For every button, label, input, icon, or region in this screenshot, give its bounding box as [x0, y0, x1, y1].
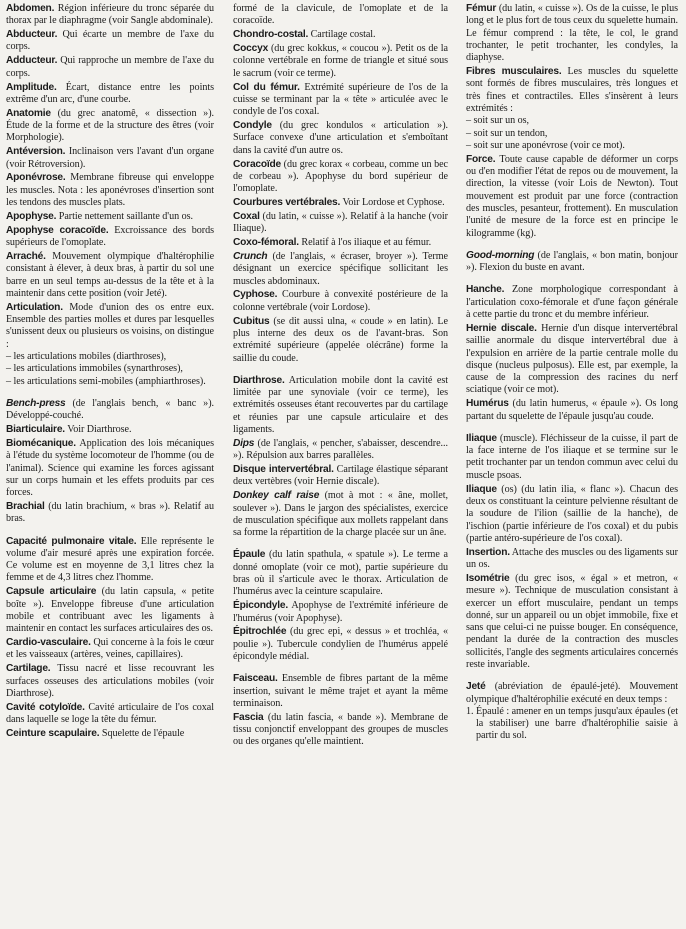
glossary-entry — [6, 536, 214, 585]
entry-definition: Articulation mobile dont la cavité est limitée par une synoviale (voir ce terme), les extrémités osseuses étant recouvertes par du cartilage et réunies par une capsule articulaire et des ligaments. — [233, 374, 449, 436]
glossary-entry — [233, 29, 448, 41]
entry-definition: Partie nettement saillante d'un os. — [58, 210, 193, 222]
entry-term: Apophyse. — [6, 210, 57, 222]
entry-term: Ceinture scapulaire. — [6, 728, 100, 740]
glossary-entry — [233, 289, 448, 314]
entry-term: Apophyse coracoïde. — [6, 224, 109, 236]
entry-definition: (du grec korax « corbeau, comme un bec de corbeau »). Apophyse du bord supérieur de l'omoplate. — [233, 158, 449, 195]
glossary-entry — [6, 29, 214, 54]
glossary-entry — [6, 146, 214, 171]
entry-definition: Les muscles du squelette sont formés de fibres musculaires, très longues et très fines et contractiles. Elles s'insèrent à leurs extrémités : — [466, 66, 678, 114]
glossary-entry — [466, 681, 678, 742]
glossary-entry — [6, 302, 214, 388]
entry-term: Isométrie — [466, 572, 510, 584]
glossary-entry — [466, 323, 678, 397]
entry-term: Arraché. — [6, 250, 46, 262]
glossary-entry — [233, 712, 448, 749]
glossary-entry — [6, 438, 214, 499]
glossary-entry — [233, 549, 448, 598]
entry-definition: Mode d'union des os entre eux. Ensemble des parties molles et dures par lesquelles s'unissent deux ou plusieurs os voisins, on distingue : — [6, 301, 214, 350]
entry-term: Crunch — [233, 250, 268, 262]
glossary-entry — [6, 637, 214, 662]
entry-list-item: – les articulations mobiles (diarthroses), — [6, 350, 167, 362]
glossary-entry — [233, 375, 448, 436]
entry-definition: (du latin, « cuisse »). Os de la cuisse, le plus long et le plus fort de tous ceux du squelette humain. Le fémur comprend : la tête, le col, le grand trochanter, le petit trochanter, les condyles, la diaphyse. — [466, 3, 678, 64]
entry-term: Abdomen. — [6, 3, 55, 14]
glossary-entry — [466, 547, 678, 572]
entry-term: Amplitude. — [6, 81, 57, 93]
glossary-entry — [466, 433, 678, 482]
entry-definition: Qui écarte un membre de l'axe du corps. — [6, 29, 214, 53]
entry-term: Force. — [466, 153, 496, 165]
entry-term: Jeté — [466, 681, 486, 693]
entry-term: Brachial — [6, 501, 45, 512]
entry-list-item: – soit sur un os, — [466, 115, 529, 127]
entry-definition: (du latin spathula, « spatule »). Le terme a donné omoplate (voir ce mot), partie supérieure du bras où il s'articule avec le thorax. Articulation de l'humérus avec la ceinture scapulaire. — [233, 549, 449, 598]
glossary-entry — [6, 225, 214, 250]
entry-term: Insertion. — [466, 546, 510, 558]
entry-definition: Cartilage élastique séparant deux vertèbres (voir Hernie discale). — [233, 464, 448, 488]
glossary-entry — [233, 600, 448, 625]
glossary-entry — [6, 108, 214, 145]
entry-term: Iliaque — [466, 432, 497, 444]
glossary-entry — [233, 464, 448, 489]
entry-definition: (du latin brachium, « bras »). Relatif au bras. — [6, 501, 214, 525]
entry-definition: formé de la clavicule, de l'omoplate et de la coracoïde. — [233, 3, 448, 27]
entry-term: Cubitus — [233, 315, 270, 327]
entry-definition: Tissu nacré et lisse recouvrant les surfaces osseuses des articulations mobiles (voir Diarthrose). — [6, 663, 214, 699]
entry-term: Épitrochlée — [233, 626, 287, 638]
glossary-entry — [233, 316, 448, 365]
entry-term: Anatomie — [6, 107, 51, 119]
entry-term: Fascia — [233, 711, 264, 723]
glossary-entry — [6, 663, 214, 700]
entry-definition: Attache des muscles ou des ligaments sur un os. — [466, 546, 679, 571]
glossary-entry — [6, 251, 214, 300]
entry-numbered-list — [466, 706, 678, 743]
column-2 — [233, 3, 448, 750]
glossary-entry — [6, 172, 214, 209]
entry-list-item: – les articulations immobiles (synarthroses), — [6, 363, 183, 375]
entry-term: Courbures vertébrales. — [233, 197, 341, 209]
entry-definition: Relatif à l'os iliaque et au fémur. — [301, 237, 432, 249]
glossary-entry — [6, 728, 214, 740]
entry-definition: Extrémité supérieure de l'os de la cuisse se terminant par la « tête » articulée avec le condyle de l'os coxal. — [233, 81, 448, 118]
glossary-entry — [466, 573, 678, 671]
entry-definition: Excroissance des bords supérieurs de l'omoplate. — [6, 224, 215, 249]
entry-term: Col du fémur. — [233, 81, 300, 93]
entry-term: Chondro-costal. — [233, 29, 309, 41]
glossary-entry — [6, 702, 214, 727]
glossary-entry — [466, 66, 678, 152]
entry-definition: Application des lois mécaniques à l'étude du système locomoteur de l'homme (ou de l'animal). Science qui examine les forces agissant sur un corps humain et les effets produits par ces forces. — [6, 437, 214, 499]
entry-term: Hernie discale. — [466, 322, 537, 334]
entry-term: Biomécanique. — [6, 437, 76, 449]
entry-term: Disque intervertébral. — [233, 464, 334, 476]
entry-definition: Mouvement olympique d'haltérophilie consistant à élever, à deux bras, à partir du sol une barre en un seul temps au-dessus de la tête et à la maintenir dans cette position (voir Jeté). — [6, 250, 215, 299]
glossary-entry — [6, 211, 214, 223]
entry-term: Antéversion. — [6, 146, 66, 158]
entry-term: Capsule articulaire — [6, 586, 97, 598]
glossary-entry — [6, 501, 214, 526]
entry-definition: (abréviation de épaulé-jeté). Mouvement olympique d'haltérophilie exécuté en deux temps : — [466, 681, 678, 705]
entry-definition: (du grec kokkus, « coucou »). Petit os de la colonne vertébrale en forme de triangle et situé sous le sacrum (voir ce terme). — [233, 43, 449, 79]
entry-term: Condyle — [233, 120, 272, 132]
glossary-entry — [233, 43, 448, 80]
entry-list-item: – soit sur une aponévrose (voir ce mot). — [466, 139, 625, 151]
entry-definition: (muscle). Fléchisseur de la cuisse, il part de la face interne de l'os iliaque et se termine sur le petit trochanter par un tendon commun avec celui du muscle psoas. — [466, 432, 678, 481]
glossary-entry — [466, 284, 678, 321]
entry-term: Cardio-vasculaire. — [6, 637, 91, 649]
glossary-entry — [233, 626, 448, 663]
entry-definition: (mot à mot : « âne, mollet, soulever »). Dans le jargon des spécialistes, exercice de musculation spécifique aux mollets rappelant dans sa forme la répartition de la charge placée sur un âne. — [233, 490, 448, 539]
entry-list — [466, 115, 678, 152]
glossary-entry — [233, 3, 448, 28]
entry-term: Donkey calf raise — [233, 490, 320, 502]
entry-term: Épicondyle. — [233, 600, 288, 612]
glossary-entry — [233, 438, 448, 463]
entry-definition: (se dit aussi ulna, « coude » en latin). Le plus interne des deux os de l'avant-bras. Son extrémité supérieure (appelée olécrâne) forme la saillie du coude. — [233, 315, 448, 364]
glossary-entry — [233, 197, 448, 209]
entry-term: Faisceau. — [233, 673, 278, 685]
entry-term: Dips — [233, 437, 255, 449]
entry-term: Cyphose. — [233, 289, 278, 301]
entry-list — [6, 351, 214, 388]
entry-definition: Toute cause capable de déformer un corps ou d'en modifier l'état de repos ou de mouvement, la direction, la vitesse (voir Lois de Newton). Tout mouvement est produit par une force (contraction des muscles, pesanteur, frottement). En musculation l'unité de mesure de la force est en principe le kilogramme (kg). — [466, 153, 678, 239]
glossary-entry — [466, 398, 678, 423]
entry-definition: Cavité articulaire de l'os coxal dans laquelle se loge la tête du fémur. — [6, 701, 214, 726]
entry-list-item: – les articulations semi-mobiles (amphiarthroses). — [6, 375, 206, 387]
entry-definition: (de l'anglais, « bon matin, bonjour »). Flexion du buste en avant. — [466, 249, 678, 274]
entry-term: Coxo-fémoral. — [233, 237, 299, 249]
entry-term: Cavité cotyloïde. — [6, 701, 85, 713]
entry-definition: Région inférieure du tronc séparée du thorax par le diaphragme (voir Sangle abdominale). — [6, 3, 214, 27]
entry-definition: Qui concerne à la fois le cœur et les vaisseaux (artères, veines, capillaires). — [6, 637, 214, 661]
entry-definition: Écart, distance entre les points extrême d'un arc, d'une courbe. — [6, 81, 214, 105]
entry-term: Hanche. — [466, 284, 505, 296]
entry-term: Épaule — [233, 549, 266, 561]
entry-term: Coccyx — [233, 43, 269, 55]
entry-definition: Courbure à convexité postérieure de la colonne vertébrale (voir Lordose). — [233, 289, 448, 313]
entry-term: Biarticulaire. — [6, 424, 65, 436]
entry-definition: (du grec isos, « égal » et metron, « mesure »). Technique de musculation consistant à exercer un effort musculaire, pendant un temps donné, sur un appareil ou un objet immobile, fixe et sans que celui-ci ne puisse bouger. En conséquence, pendant la durée de la contraction des muscles sollicités, l'angle des segments articulaires concernés reste invariable. — [466, 572, 678, 670]
entry-term: Good-morning — [466, 249, 535, 261]
entry-term: Coracoïde — [233, 158, 282, 170]
entry-definition: Zone morphologique correspondant à l'articulation coxo-fémorale et d'une façon générale à cette partie du tronc et du membre inférieur. — [466, 284, 678, 321]
entry-definition: (du grec kondulos « articulation »). Surface convexe d'une articulation et s'emboîtant dans la cavité d'un autre os. — [233, 120, 448, 156]
entry-term: Diarthrose. — [233, 374, 285, 386]
entry-term: Abducteur. — [6, 29, 58, 41]
entry-definition: (de l'anglais, « écraser, broyer »). Terme désignant un exercice spécifique sollicitant les muscles abdominaux. — [233, 250, 448, 287]
glossary-entry — [466, 484, 678, 545]
entry-term: Adducteur. — [6, 55, 58, 67]
entry-definition: (du grec epi, « dessus » et trochléa, « poulie »). Tubercule condylien de l'humérus appelé épicondyle médial. — [233, 626, 448, 663]
entry-term: Iliaque — [466, 483, 497, 495]
glossary-entry — [233, 673, 448, 710]
glossary-entry — [6, 424, 214, 436]
entry-term: Articulation. — [6, 301, 63, 313]
column-3 — [466, 3, 678, 744]
entry-term: Coxal — [233, 210, 260, 222]
entry-term: Cartilage. — [6, 663, 51, 675]
entry-list-item: – soit sur un tendon, — [466, 127, 548, 139]
entry-definition: (de l'anglais, « pencher, s'abaisser, descendre... »). Répulsion aux barres parallèles. — [233, 437, 448, 462]
entry-definition: (du latin humerus, « épaule »). Os long partant du squelette de l'épaule jusqu'au coude. — [466, 398, 678, 422]
entry-definition: Hernie d'un disque intervertébral saillie anormale du disque intervertébral due à l'expulsion en arrière de la partie centrale molle du disque (nucleus pulposus). Elle est, par exemple, la cause de la compression des racines du nerf sciatique (voir ce mot). — [466, 322, 679, 396]
glossary-entry — [466, 154, 678, 240]
entry-definition: (de l'anglais bench, « banc »). Développé-couché. — [6, 397, 214, 422]
entry-term: Aponévrose. — [6, 172, 66, 184]
entry-definition: Qui rapproche un membre de l'axe du corps. — [6, 55, 214, 79]
entry-term: Fémur — [466, 3, 497, 14]
entry-definition: (du grec anatomê, « dissection »). Étude de la forme et de la structure des êtres (voir Morphologie). — [6, 107, 214, 144]
glossary-entry — [6, 398, 214, 423]
column-1 — [6, 3, 214, 742]
entry-definition: (du latin, « cuisse »). Relatif à la hanche (voir Iliaque). — [233, 210, 448, 235]
entry-numbered-item: 1. Épaulé : amener en un temps jusqu'aux épaules (et la stabiliser) une barre d'haltérophilie saisie à partir du sol. — [466, 705, 678, 742]
entry-definition: Ensemble de fibres partant de la même insertion, suivant le même trajet et ayant la même terminaison. — [233, 673, 449, 709]
entry-definition: Inclinaison vers l'avant d'un organe (voir Rétroversion). — [6, 146, 214, 170]
entry-definition: Squelette de l'épaule — [101, 728, 185, 740]
entry-term: Bench-press — [6, 397, 66, 409]
entry-term: Capacité pulmonaire vitale. — [6, 535, 137, 547]
entry-term: Humérus — [466, 398, 509, 410]
glossary-entry — [233, 82, 448, 119]
entry-definition: Voir Lordose et Cyphose. — [342, 197, 445, 209]
glossary-entry — [233, 251, 448, 288]
glossary-entry — [466, 250, 678, 275]
glossary-entry — [466, 3, 678, 64]
glossary-entry — [6, 82, 214, 107]
entry-definition: Voir Diarthrose. — [67, 424, 132, 436]
glossary-entry — [233, 159, 448, 196]
entry-definition: Membrane fibreuse qui enveloppe les muscles. Nota : les aponévroses d'insertion sont les tendons des muscles plats. — [6, 172, 214, 209]
entry-definition: Elle représente le volume d'air mesuré après une expiration forcée. Ce volume est en moyenne de 3,1 litres chez la femme et de 4,3 litres chez l'homme. — [6, 535, 215, 584]
glossary-entry — [6, 586, 214, 635]
glossary-entry — [6, 55, 214, 80]
glossary-entry — [233, 120, 448, 157]
glossary-entry — [6, 3, 214, 28]
entry-definition: (du latin fascia, « bande »). Membrane de tissu conjonctif enveloppant des groupes de muscles ou des organes qu'elle maintient. — [233, 711, 449, 748]
glossary-entry — [233, 211, 448, 236]
glossary-entry — [233, 237, 448, 249]
entry-definition: (du latin capsula, « petite boîte »). Enveloppe fibreuse d'une articulation mobile et contribuant avec les ligaments à maintenir en contact les surfaces articulaires des os. — [6, 586, 214, 635]
entry-definition: Cartilage costal. — [310, 29, 376, 41]
glossary-entry — [233, 490, 448, 539]
entry-definition: (os) (du latin ilia, « flanc »). Chacun des deux os constituant la ceinture pelvienne résultant de la soudure de l'ilion (saillie de la hanche), de l'ischion (partie inférieure de l'os coxal) et du pubis (partie antéro-supérieure de l'os coxal). — [466, 483, 678, 544]
entry-definition: Apophyse de l'extrémité inférieure de l'humérus (voir Apophyse). — [233, 600, 448, 624]
entry-term: Fibres musculaires. — [466, 66, 562, 78]
